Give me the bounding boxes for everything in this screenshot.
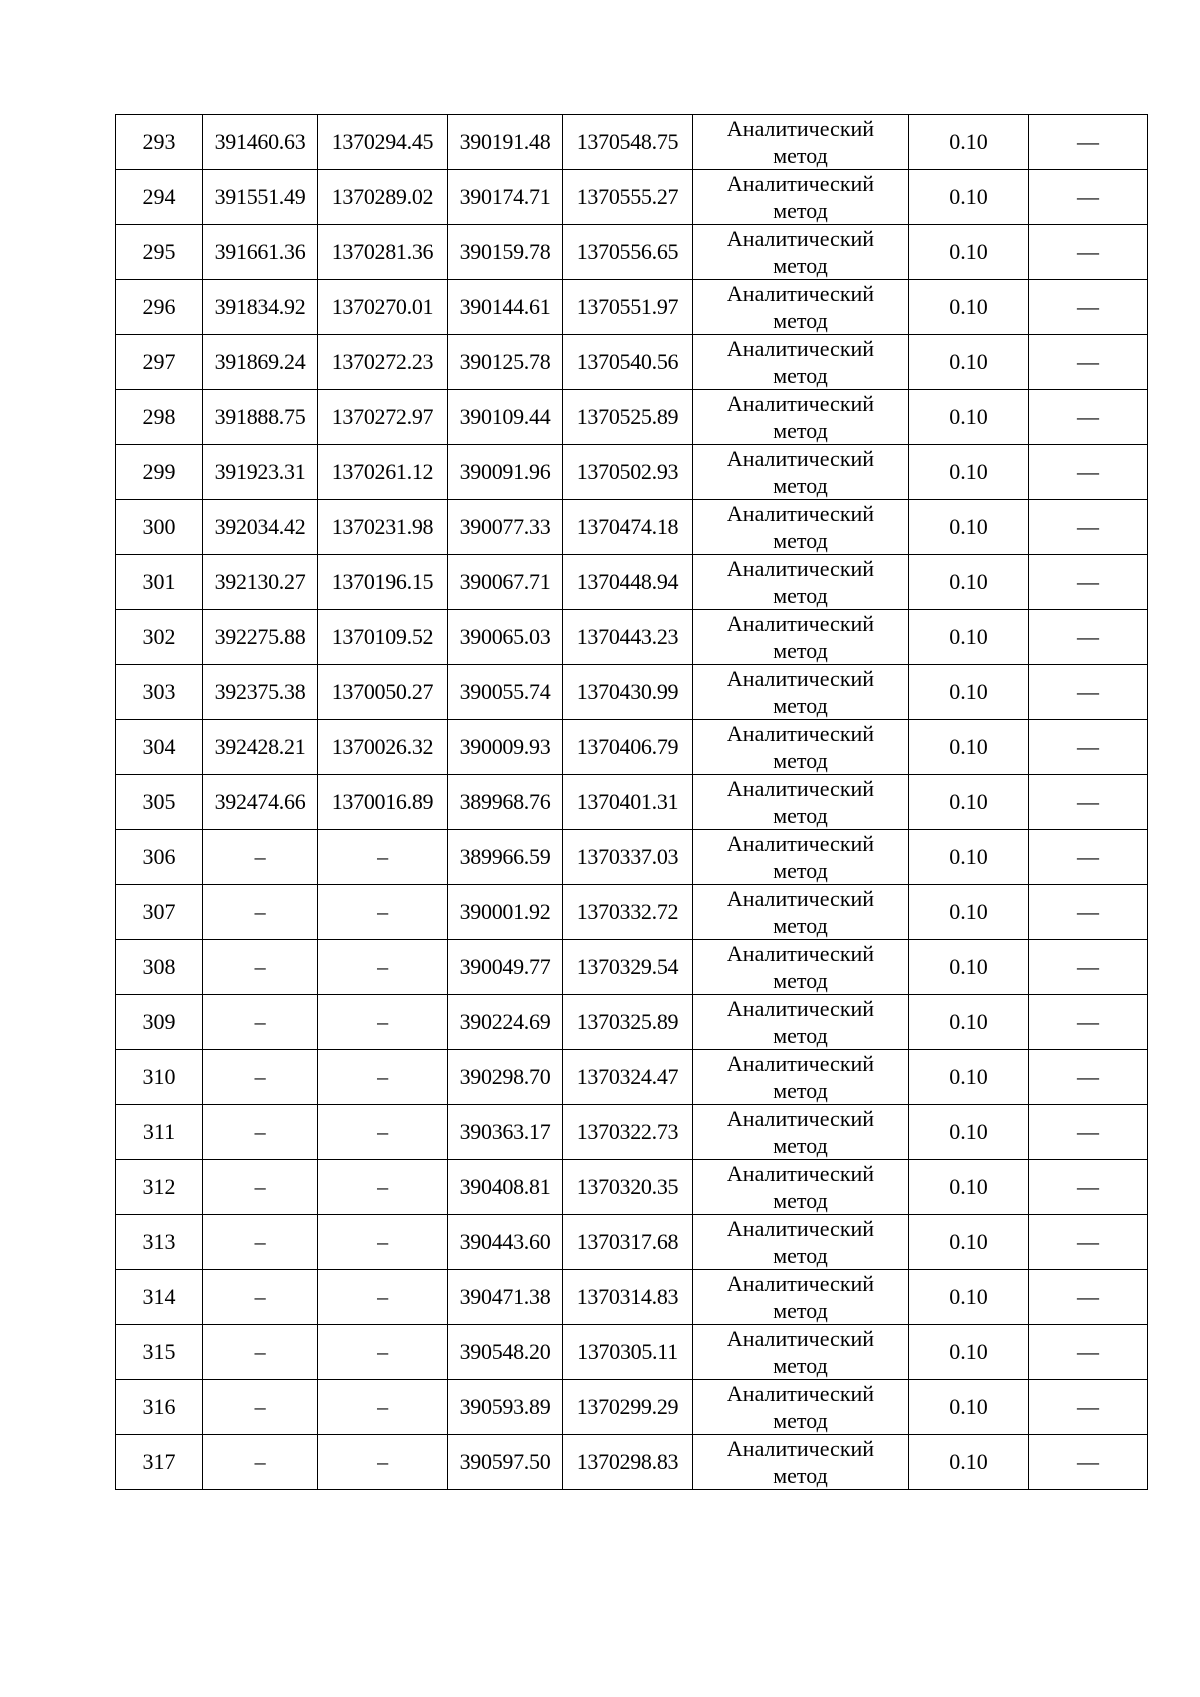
existing-y-cell: – xyxy=(318,1270,448,1325)
method-line: Аналитический xyxy=(726,666,875,691)
point-number-cell: 310 xyxy=(116,1050,203,1105)
existing-x-cell: 391551.49 xyxy=(203,170,318,225)
refined-y-cell: 1370332.72 xyxy=(563,885,693,940)
point-number-cell: 303 xyxy=(116,665,203,720)
method-line: метод xyxy=(773,528,828,553)
refined-x-cell: 390001.92 xyxy=(448,885,563,940)
note-cell: — xyxy=(1029,995,1148,1050)
refined-y-cell: 1370337.03 xyxy=(563,830,693,885)
method-line: метод xyxy=(773,1243,828,1268)
existing-y-cell: 1370231.98 xyxy=(318,500,448,555)
existing-x-cell: – xyxy=(203,940,318,995)
existing-y-cell: 1370261.12 xyxy=(318,445,448,500)
method-cell xyxy=(693,830,909,885)
note-cell: — xyxy=(1029,830,1148,885)
refined-y-cell: 1370322.73 xyxy=(563,1105,693,1160)
refined-y-cell: 1370555.27 xyxy=(563,170,693,225)
refined-y-cell: 1370324.47 xyxy=(563,1050,693,1105)
existing-x-cell: 392474.66 xyxy=(203,775,318,830)
point-number-cell: 304 xyxy=(116,720,203,775)
note-cell: — xyxy=(1029,1215,1148,1270)
method-cell xyxy=(693,1270,909,1325)
method-cell xyxy=(693,390,909,445)
table-row xyxy=(116,280,1148,335)
existing-x-cell: – xyxy=(203,1215,318,1270)
table-row xyxy=(116,500,1148,555)
existing-y-cell: 1370270.01 xyxy=(318,280,448,335)
method-line: метод xyxy=(773,1133,828,1158)
precision-cell: 0.10 xyxy=(909,1325,1029,1380)
refined-y-cell: 1370325.89 xyxy=(563,995,693,1050)
refined-y-cell: 1370317.68 xyxy=(563,1215,693,1270)
refined-y-cell: 1370401.31 xyxy=(563,775,693,830)
method-line: метод xyxy=(773,1023,828,1048)
existing-x-cell: 392275.88 xyxy=(203,610,318,665)
table-row xyxy=(116,1160,1148,1215)
note-cell: — xyxy=(1029,280,1148,335)
refined-y-cell: 1370448.94 xyxy=(563,555,693,610)
refined-x-cell: 390009.93 xyxy=(448,720,563,775)
existing-y-cell: – xyxy=(318,995,448,1050)
refined-x-cell: 390363.17 xyxy=(448,1105,563,1160)
precision-cell: 0.10 xyxy=(909,1215,1029,1270)
precision-cell: 0.10 xyxy=(909,555,1029,610)
existing-y-cell: 1370294.45 xyxy=(318,115,448,170)
point-number-cell: 296 xyxy=(116,280,203,335)
method-line: метод xyxy=(773,693,828,718)
refined-y-cell: 1370305.11 xyxy=(563,1325,693,1380)
precision-cell: 0.10 xyxy=(909,335,1029,390)
table-row xyxy=(116,390,1148,445)
precision-cell: 0.10 xyxy=(909,830,1029,885)
refined-x-cell: 389968.76 xyxy=(448,775,563,830)
refined-x-cell: 390109.44 xyxy=(448,390,563,445)
existing-y-cell: – xyxy=(318,1050,448,1105)
method-line: метод xyxy=(773,1078,828,1103)
precision-cell: 0.10 xyxy=(909,665,1029,720)
method-cell xyxy=(693,555,909,610)
point-number-cell: 293 xyxy=(116,115,203,170)
method-line: Аналитический xyxy=(726,226,875,251)
method-line: Аналитический xyxy=(726,1051,875,1076)
refined-x-cell: 390471.38 xyxy=(448,1270,563,1325)
method-line: метод xyxy=(773,1188,828,1213)
note-cell: — xyxy=(1029,500,1148,555)
method-line: Аналитический xyxy=(726,886,875,911)
method-line: метод xyxy=(773,638,828,663)
method-line: Аналитический xyxy=(726,1436,875,1461)
table-row xyxy=(116,1215,1148,1270)
existing-y-cell: 1370272.23 xyxy=(318,335,448,390)
existing-y-cell: – xyxy=(318,830,448,885)
existing-x-cell: – xyxy=(203,1270,318,1325)
method-line: Аналитический xyxy=(726,721,875,746)
note-cell: — xyxy=(1029,1160,1148,1215)
point-number-cell: 306 xyxy=(116,830,203,885)
existing-x-cell: 391869.24 xyxy=(203,335,318,390)
refined-y-cell: 1370443.23 xyxy=(563,610,693,665)
existing-x-cell: 391888.75 xyxy=(203,390,318,445)
precision-cell: 0.10 xyxy=(909,170,1029,225)
method-line: Аналитический xyxy=(726,1381,875,1406)
method-line: Аналитический xyxy=(726,1216,875,1241)
note-cell: — xyxy=(1029,445,1148,500)
refined-y-cell: 1370525.89 xyxy=(563,390,693,445)
refined-y-cell: 1370406.79 xyxy=(563,720,693,775)
refined-y-cell: 1370299.29 xyxy=(563,1380,693,1435)
table-row xyxy=(116,1325,1148,1380)
precision-cell: 0.10 xyxy=(909,1105,1029,1160)
note-cell: — xyxy=(1029,775,1148,830)
refined-y-cell: 1370548.75 xyxy=(563,115,693,170)
method-line: метод xyxy=(773,968,828,993)
refined-y-cell: 1370474.18 xyxy=(563,500,693,555)
method-cell xyxy=(693,1105,909,1160)
table-row xyxy=(116,1105,1148,1160)
precision-cell: 0.10 xyxy=(909,445,1029,500)
method-line: Аналитический xyxy=(726,776,875,801)
note-cell: — xyxy=(1029,1325,1148,1380)
method-line: метод xyxy=(773,253,828,278)
method-line: метод xyxy=(773,1353,828,1378)
method-line: метод xyxy=(773,308,828,333)
table-row xyxy=(116,885,1148,940)
note-cell: — xyxy=(1029,115,1148,170)
method-line: Аналитический xyxy=(726,941,875,966)
existing-x-cell: – xyxy=(203,995,318,1050)
method-line: Аналитический xyxy=(726,1106,875,1131)
refined-x-cell: 390191.48 xyxy=(448,115,563,170)
table-row xyxy=(116,665,1148,720)
existing-x-cell: 392375.38 xyxy=(203,665,318,720)
existing-y-cell: 1370196.15 xyxy=(318,555,448,610)
existing-y-cell: – xyxy=(318,1435,448,1490)
precision-cell: 0.10 xyxy=(909,115,1029,170)
refined-y-cell: 1370556.65 xyxy=(563,225,693,280)
precision-cell: 0.10 xyxy=(909,720,1029,775)
point-number-cell: 300 xyxy=(116,500,203,555)
existing-y-cell: 1370026.32 xyxy=(318,720,448,775)
method-cell xyxy=(693,885,909,940)
existing-x-cell: 392428.21 xyxy=(203,720,318,775)
refined-x-cell: 390067.71 xyxy=(448,555,563,610)
point-number-cell: 313 xyxy=(116,1215,203,1270)
precision-cell: 0.10 xyxy=(909,280,1029,335)
point-number-cell: 294 xyxy=(116,170,203,225)
point-number-cell: 315 xyxy=(116,1325,203,1380)
method-line: метод xyxy=(773,583,828,608)
refined-y-cell: 1370329.54 xyxy=(563,940,693,995)
method-line: Аналитический xyxy=(726,391,875,416)
method-line: Аналитический xyxy=(726,556,875,581)
existing-x-cell: 392034.42 xyxy=(203,500,318,555)
method-cell xyxy=(693,940,909,995)
method-cell xyxy=(693,1050,909,1105)
refined-y-cell: 1370298.83 xyxy=(563,1435,693,1490)
coordinates-table xyxy=(115,114,1148,1490)
method-line: Аналитический xyxy=(726,336,875,361)
method-line: метод xyxy=(773,363,828,388)
method-cell xyxy=(693,280,909,335)
precision-cell: 0.10 xyxy=(909,885,1029,940)
existing-y-cell: 1370281.36 xyxy=(318,225,448,280)
method-cell xyxy=(693,1435,909,1490)
existing-x-cell: 392130.27 xyxy=(203,555,318,610)
refined-x-cell: 390065.03 xyxy=(448,610,563,665)
method-line: Аналитический xyxy=(726,831,875,856)
method-line: метод xyxy=(773,748,828,773)
note-cell: — xyxy=(1029,1050,1148,1105)
table-row xyxy=(116,1050,1148,1105)
table-row xyxy=(116,940,1148,995)
precision-cell: 0.10 xyxy=(909,500,1029,555)
refined-x-cell: 390443.60 xyxy=(448,1215,563,1270)
table-row xyxy=(116,995,1148,1050)
refined-y-cell: 1370430.99 xyxy=(563,665,693,720)
refined-y-cell: 1370502.93 xyxy=(563,445,693,500)
refined-x-cell: 390224.69 xyxy=(448,995,563,1050)
table-row xyxy=(116,610,1148,665)
existing-x-cell: – xyxy=(203,885,318,940)
point-number-cell: 309 xyxy=(116,995,203,1050)
method-line: Аналитический xyxy=(726,171,875,196)
method-line: метод xyxy=(773,803,828,828)
refined-x-cell: 390077.33 xyxy=(448,500,563,555)
method-line: метод xyxy=(773,473,828,498)
method-cell xyxy=(693,995,909,1050)
method-cell xyxy=(693,115,909,170)
note-cell: — xyxy=(1029,390,1148,445)
precision-cell: 0.10 xyxy=(909,1050,1029,1105)
refined-x-cell: 390174.71 xyxy=(448,170,563,225)
method-cell xyxy=(693,170,909,225)
existing-y-cell: – xyxy=(318,1325,448,1380)
method-line: метод xyxy=(773,143,828,168)
existing-y-cell: 1370109.52 xyxy=(318,610,448,665)
method-cell xyxy=(693,610,909,665)
method-line: метод xyxy=(773,858,828,883)
method-cell xyxy=(693,335,909,390)
refined-x-cell: 390298.70 xyxy=(448,1050,563,1105)
table-row xyxy=(116,170,1148,225)
table-row xyxy=(116,555,1148,610)
refined-x-cell: 390125.78 xyxy=(448,335,563,390)
existing-x-cell: – xyxy=(203,1325,318,1380)
note-cell: — xyxy=(1029,720,1148,775)
note-cell: — xyxy=(1029,335,1148,390)
method-cell xyxy=(693,1325,909,1380)
refined-x-cell: 390593.89 xyxy=(448,1380,563,1435)
method-line: Аналитический xyxy=(726,1326,875,1351)
table-row xyxy=(116,115,1148,170)
note-cell: — xyxy=(1029,1380,1148,1435)
method-line: Аналитический xyxy=(726,996,875,1021)
existing-y-cell: 1370289.02 xyxy=(318,170,448,225)
table-body xyxy=(116,115,1148,1490)
method-line: Аналитический xyxy=(726,611,875,636)
point-number-cell: 297 xyxy=(116,335,203,390)
table-row xyxy=(116,720,1148,775)
precision-cell: 0.10 xyxy=(909,1270,1029,1325)
refined-y-cell: 1370314.83 xyxy=(563,1270,693,1325)
existing-x-cell: 391460.63 xyxy=(203,115,318,170)
point-number-cell: 316 xyxy=(116,1380,203,1435)
method-line: Аналитический xyxy=(726,281,875,306)
existing-y-cell: 1370050.27 xyxy=(318,665,448,720)
refined-x-cell: 390144.61 xyxy=(448,280,563,335)
note-cell: — xyxy=(1029,1270,1148,1325)
note-cell: — xyxy=(1029,1105,1148,1160)
method-line: Аналитический xyxy=(726,116,875,141)
method-cell xyxy=(693,665,909,720)
method-cell xyxy=(693,775,909,830)
point-number-cell: 305 xyxy=(116,775,203,830)
note-cell: — xyxy=(1029,1435,1148,1490)
existing-y-cell: – xyxy=(318,1160,448,1215)
method-line: метод xyxy=(773,1463,828,1488)
table-row xyxy=(116,1435,1148,1490)
refined-x-cell: 390055.74 xyxy=(448,665,563,720)
point-number-cell: 295 xyxy=(116,225,203,280)
method-line: метод xyxy=(773,1298,828,1323)
method-cell xyxy=(693,1215,909,1270)
refined-x-cell: 390159.78 xyxy=(448,225,563,280)
precision-cell: 0.10 xyxy=(909,390,1029,445)
table-row xyxy=(116,335,1148,390)
existing-y-cell: – xyxy=(318,885,448,940)
method-line: метод xyxy=(773,418,828,443)
existing-x-cell: 391661.36 xyxy=(203,225,318,280)
precision-cell: 0.10 xyxy=(909,1380,1029,1435)
refined-x-cell: 390548.20 xyxy=(448,1325,563,1380)
note-cell: — xyxy=(1029,665,1148,720)
point-number-cell: 298 xyxy=(116,390,203,445)
existing-x-cell: – xyxy=(203,1050,318,1105)
existing-x-cell: – xyxy=(203,1160,318,1215)
refined-x-cell: 390408.81 xyxy=(448,1160,563,1215)
existing-x-cell: 391923.31 xyxy=(203,445,318,500)
precision-cell: 0.10 xyxy=(909,775,1029,830)
table-row xyxy=(116,445,1148,500)
point-number-cell: 308 xyxy=(116,940,203,995)
point-number-cell: 314 xyxy=(116,1270,203,1325)
point-number-cell: 312 xyxy=(116,1160,203,1215)
precision-cell: 0.10 xyxy=(909,610,1029,665)
point-number-cell: 302 xyxy=(116,610,203,665)
point-number-cell: 311 xyxy=(116,1105,203,1160)
existing-x-cell: 391834.92 xyxy=(203,280,318,335)
method-line: Аналитический xyxy=(726,1271,875,1296)
existing-x-cell: – xyxy=(203,1435,318,1490)
refined-y-cell: 1370540.56 xyxy=(563,335,693,390)
note-cell: — xyxy=(1029,610,1148,665)
precision-cell: 0.10 xyxy=(909,1160,1029,1215)
point-number-cell: 299 xyxy=(116,445,203,500)
point-number-cell: 301 xyxy=(116,555,203,610)
existing-y-cell: 1370016.89 xyxy=(318,775,448,830)
existing-y-cell: – xyxy=(318,940,448,995)
method-cell xyxy=(693,445,909,500)
precision-cell: 0.10 xyxy=(909,940,1029,995)
precision-cell: 0.10 xyxy=(909,1435,1029,1490)
note-cell: — xyxy=(1029,885,1148,940)
point-number-cell: 307 xyxy=(116,885,203,940)
refined-x-cell: 389966.59 xyxy=(448,830,563,885)
method-cell xyxy=(693,1160,909,1215)
method-line: метод xyxy=(773,1408,828,1433)
method-line: метод xyxy=(773,198,828,223)
existing-x-cell: – xyxy=(203,1380,318,1435)
existing-y-cell: – xyxy=(318,1215,448,1270)
existing-y-cell: 1370272.97 xyxy=(318,390,448,445)
refined-y-cell: 1370551.97 xyxy=(563,280,693,335)
existing-y-cell: – xyxy=(318,1105,448,1160)
method-cell xyxy=(693,500,909,555)
existing-y-cell: – xyxy=(318,1380,448,1435)
note-cell: — xyxy=(1029,225,1148,280)
method-cell xyxy=(693,1380,909,1435)
method-line: метод xyxy=(773,913,828,938)
refined-x-cell: 390091.96 xyxy=(448,445,563,500)
method-line: Аналитический xyxy=(726,1161,875,1186)
precision-cell: 0.10 xyxy=(909,225,1029,280)
table-row xyxy=(116,1380,1148,1435)
method-line: Аналитический xyxy=(726,501,875,526)
refined-y-cell: 1370320.35 xyxy=(563,1160,693,1215)
note-cell: — xyxy=(1029,555,1148,610)
refined-x-cell: 390049.77 xyxy=(448,940,563,995)
note-cell: — xyxy=(1029,940,1148,995)
table-row xyxy=(116,775,1148,830)
method-cell xyxy=(693,225,909,280)
table-row xyxy=(116,225,1148,280)
point-number-cell: 317 xyxy=(116,1435,203,1490)
method-line: Аналитический xyxy=(726,446,875,471)
table-row xyxy=(116,830,1148,885)
note-cell: — xyxy=(1029,170,1148,225)
precision-cell: 0.10 xyxy=(909,995,1029,1050)
existing-x-cell: – xyxy=(203,830,318,885)
method-cell xyxy=(693,720,909,775)
table-row xyxy=(116,1270,1148,1325)
refined-x-cell: 390597.50 xyxy=(448,1435,563,1490)
existing-x-cell: – xyxy=(203,1105,318,1160)
